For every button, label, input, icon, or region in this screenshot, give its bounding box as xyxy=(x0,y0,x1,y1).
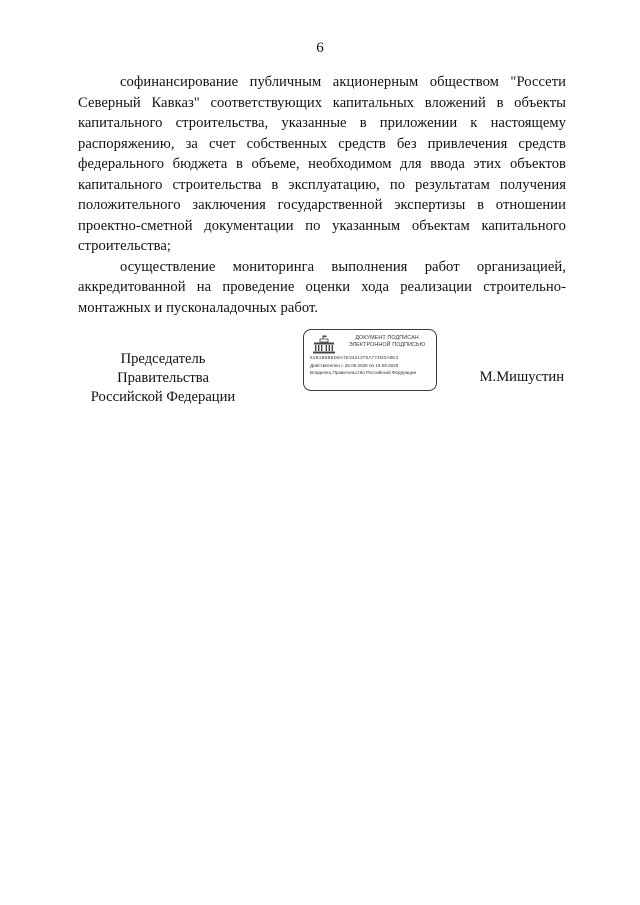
stamp-owner: Владелец Правительство Российской Федерации xyxy=(310,370,417,375)
signatory-position-line1: Председатель Правительства xyxy=(117,351,209,386)
signatory-position-line2: Российской Федерации xyxy=(90,389,236,405)
stamp-title-line2: ЭЛЕКТРОННОЙ ПОДПИСЬЮ xyxy=(348,342,426,348)
paragraph-monitoring: осуществление мониторинга выполнения работ организацией, аккредитованной на проведение оценки хода реализации строительно-монтажных и пусконаладочных работ. xyxy=(78,258,566,316)
stamp-title-line1: ДОКУМЕНТ ПОДПИСАН xyxy=(355,335,419,341)
electronic-signature-stamp xyxy=(303,329,437,391)
document-body xyxy=(78,72,566,318)
paragraph-cofinancing: софинансирование публичным акционерным обществом "Россети Северный Кавказ" соответствующих капитальных вложений в объекты капитального строительства, указанные в приложении к настоящему распоряжению, за счет собственных средств без привлечения средств федерального бюджета в объеме, необходимом для ввода этих объектов капитального строительства в эксплуатацию, по результатам получения положительного заключения государственной экспертизы в отношении проектно-сметной документации по указанным объектам капитального строительства; xyxy=(78,74,566,254)
signatory-name: М.Мишустин xyxy=(479,369,564,385)
stamp-certificate: 51B1B6B5D8A7E3421370A774D0A9E3 xyxy=(310,355,399,360)
stamp-validity: Действителен с 26.05.2025 по 19.08.2026 xyxy=(310,363,399,368)
page-number: 6 xyxy=(316,40,324,56)
stamp-title xyxy=(340,335,434,349)
government-building-icon xyxy=(312,335,336,355)
signatory-position xyxy=(78,350,248,407)
